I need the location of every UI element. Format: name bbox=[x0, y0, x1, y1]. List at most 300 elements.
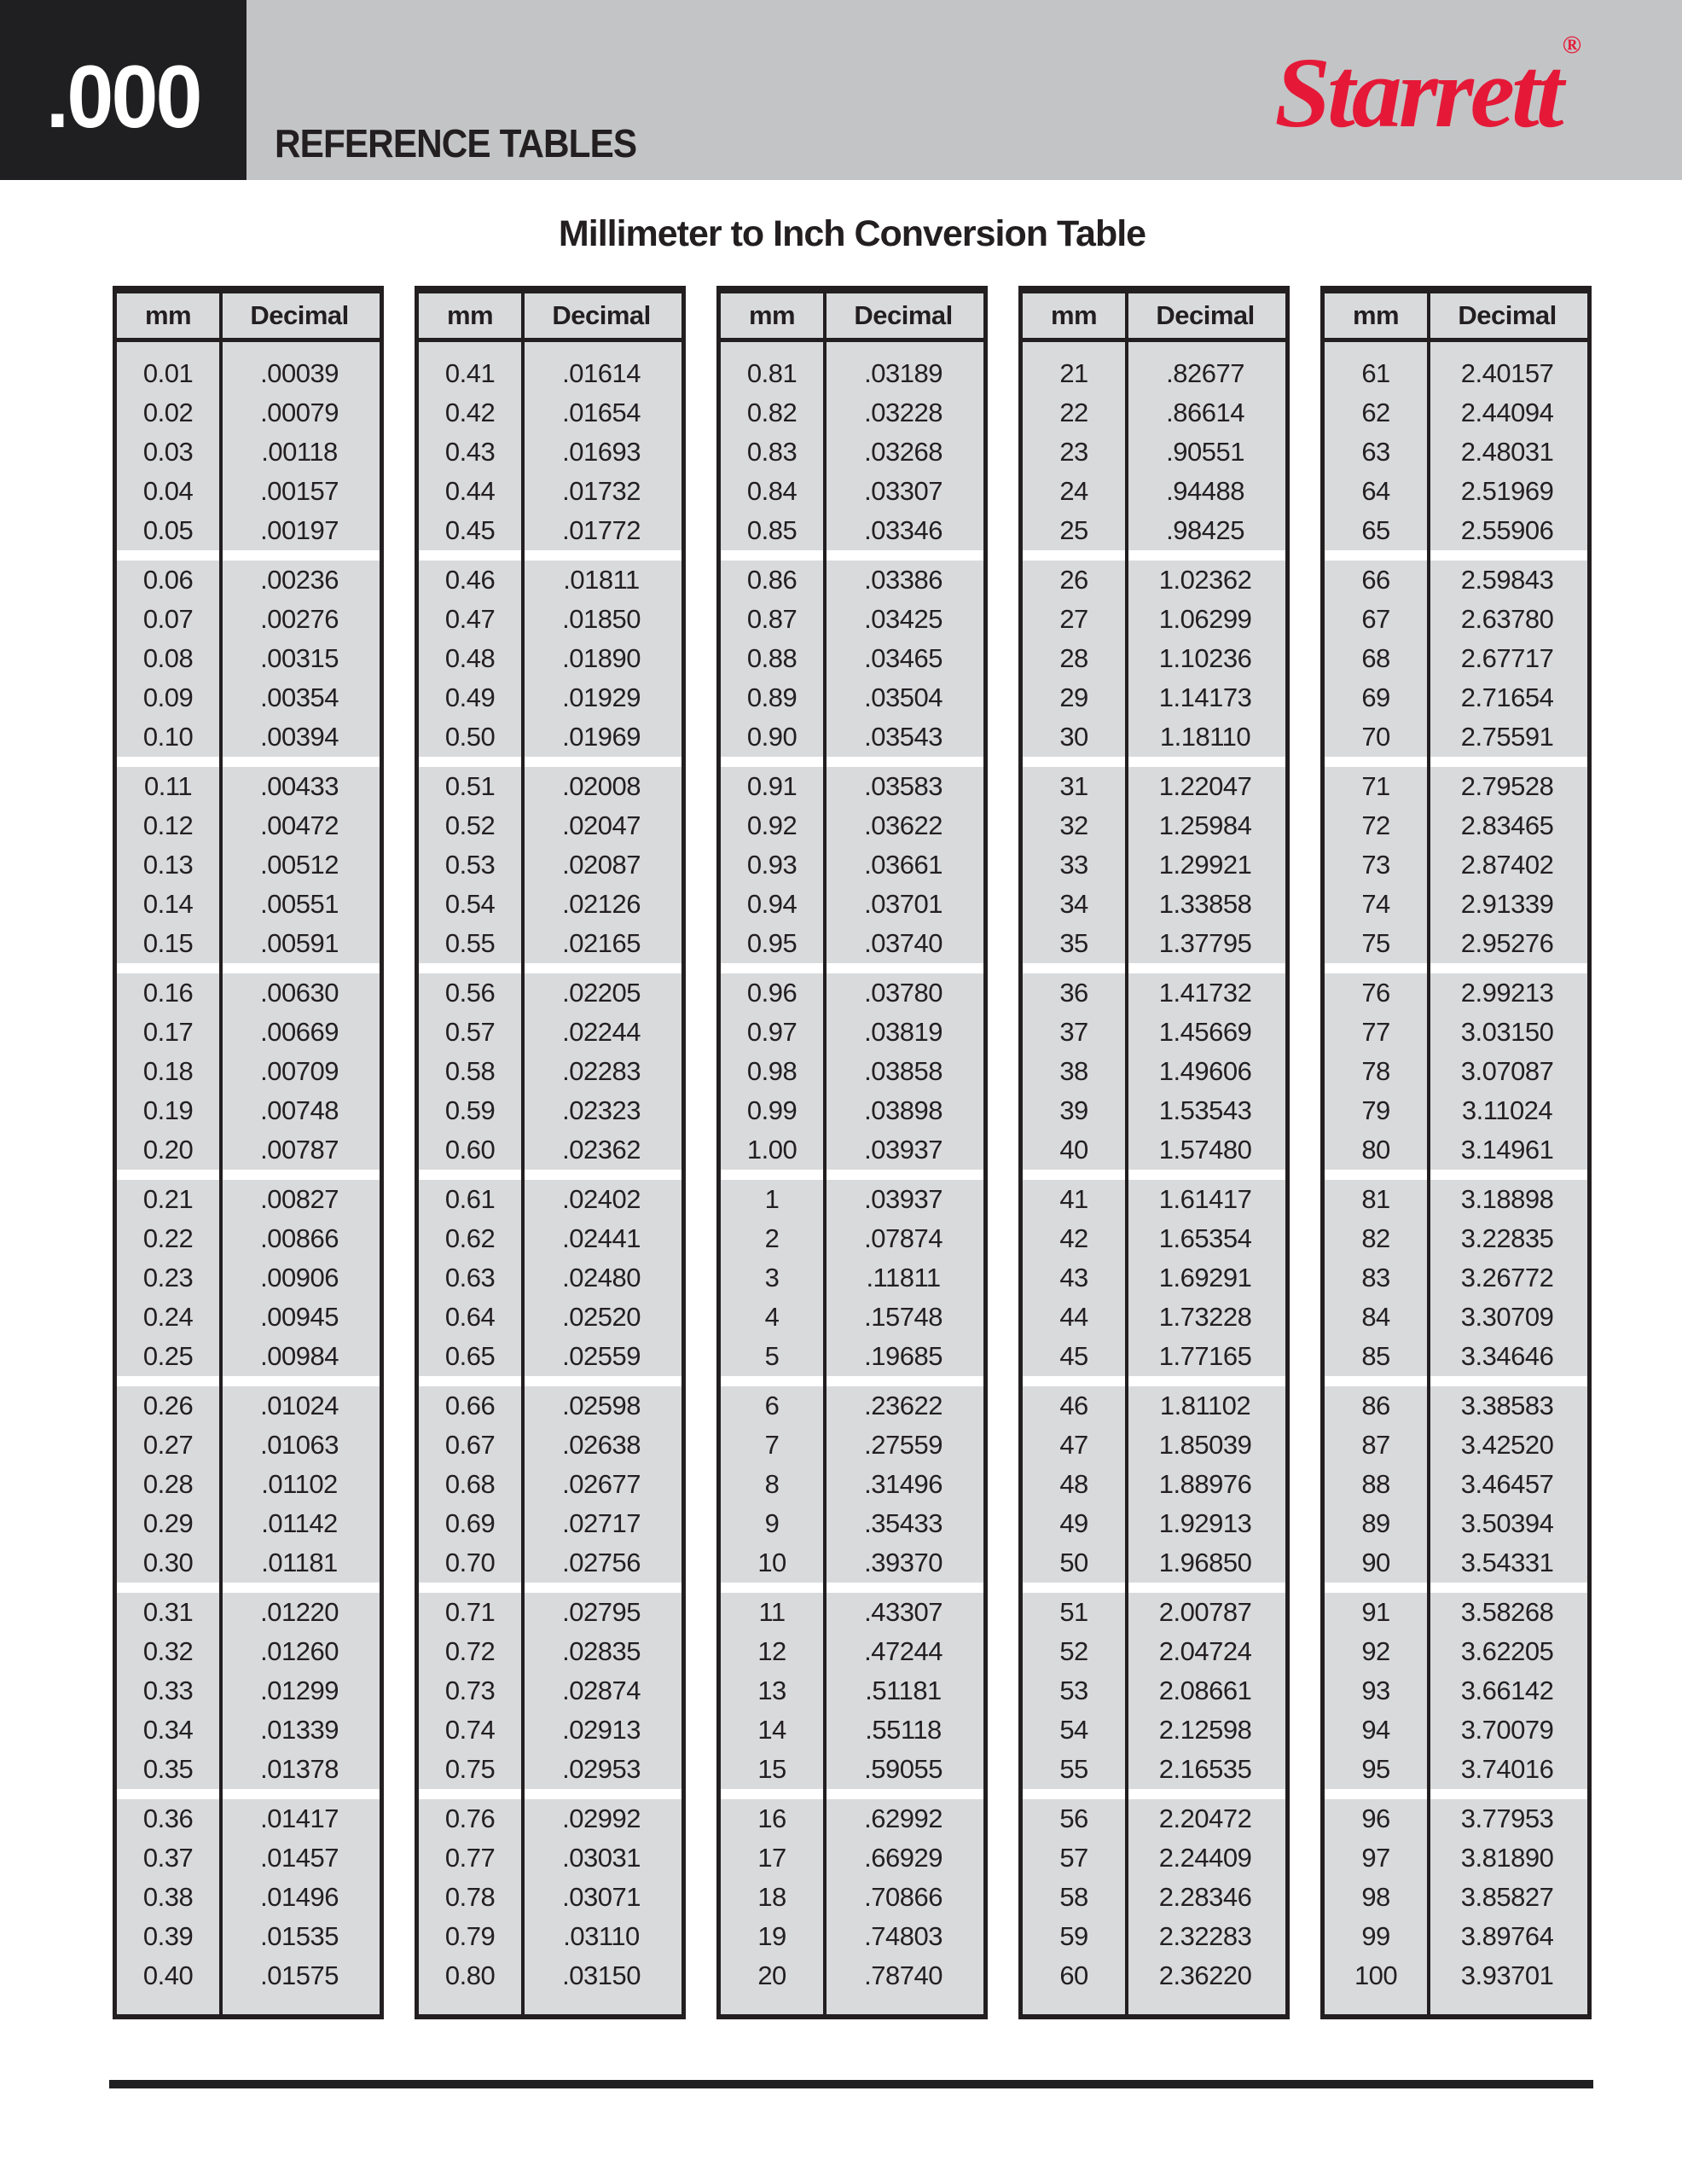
table-row bbox=[419, 561, 682, 600]
mm-cell: 6 bbox=[764, 1391, 780, 1420]
mm-cell: 0.60 bbox=[444, 1135, 496, 1165]
conversion-table-title: Millimeter to Inch Conversion Table bbox=[558, 213, 1146, 254]
decimal-cell: .03898 bbox=[864, 1095, 942, 1125]
table-row bbox=[1023, 1671, 1285, 1711]
mm-cell: 13 bbox=[757, 1676, 786, 1705]
table-row bbox=[1023, 1386, 1285, 1426]
row-group bbox=[117, 1799, 380, 2014]
mm-cell: 0.27 bbox=[142, 1430, 194, 1460]
table-row bbox=[1325, 845, 1587, 885]
table-row bbox=[1023, 1298, 1285, 1337]
mm-cell: 89 bbox=[1361, 1508, 1390, 1538]
mm-cell: 0.90 bbox=[746, 722, 798, 752]
table-row bbox=[117, 561, 380, 600]
mm-cell: 0.71 bbox=[444, 1597, 496, 1627]
table-row bbox=[117, 1917, 380, 1956]
decimal-cell: .55118 bbox=[865, 1715, 942, 1745]
table-row bbox=[117, 354, 380, 393]
decimal-cell: .02638 bbox=[562, 1430, 641, 1460]
row-group bbox=[1023, 1180, 1285, 1376]
mm-cell: 0.68 bbox=[444, 1469, 496, 1499]
decimal-cell: .03622 bbox=[864, 810, 942, 840]
table-row bbox=[117, 973, 380, 1013]
decimal-cell: .78740 bbox=[864, 1960, 942, 1990]
mm-cell: 0.51 bbox=[444, 771, 496, 801]
decimal-cell: 2.00787 bbox=[1158, 1597, 1252, 1627]
row-group bbox=[117, 342, 380, 550]
table-row bbox=[1023, 845, 1285, 885]
table-row bbox=[117, 1130, 380, 1170]
decimal-cell: .01811 bbox=[563, 565, 640, 595]
decimal-cell: 1.25984 bbox=[1158, 810, 1252, 840]
table-row bbox=[1023, 924, 1285, 963]
row-group bbox=[721, 1593, 983, 1789]
decimal-cell: .03268 bbox=[864, 437, 942, 467]
decimal-cell: .03307 bbox=[864, 476, 942, 506]
mm-cell: 87 bbox=[1361, 1430, 1390, 1460]
table-row bbox=[1023, 1180, 1285, 1219]
table-row bbox=[1023, 1258, 1285, 1298]
table-row bbox=[419, 1426, 682, 1465]
decimal-cell: 1.22047 bbox=[1158, 771, 1252, 801]
table-row bbox=[721, 393, 983, 433]
decimal-cell: .70866 bbox=[864, 1882, 942, 1912]
mm-cell: 55 bbox=[1059, 1754, 1088, 1784]
table-row bbox=[419, 1632, 682, 1671]
decimal-cell: 2.08661 bbox=[1158, 1676, 1252, 1705]
decimal-cell: 1.69291 bbox=[1158, 1263, 1252, 1292]
table-row bbox=[721, 678, 983, 717]
mm-cell: 18 bbox=[757, 1882, 786, 1912]
mm-cell: 31 bbox=[1059, 771, 1088, 801]
decimal-cell: 3.26772 bbox=[1460, 1263, 1554, 1292]
decimal-cell: .03346 bbox=[864, 515, 942, 545]
mm-cell: 26 bbox=[1059, 565, 1088, 595]
mm-cell: 0.94 bbox=[746, 889, 798, 919]
decimal-cell: 3.81890 bbox=[1460, 1843, 1554, 1873]
table-body bbox=[117, 342, 380, 2014]
mm-cell: 7 bbox=[764, 1430, 780, 1460]
decimal-cell: 2.63780 bbox=[1460, 604, 1554, 634]
mm-cell: 0.01 bbox=[142, 358, 194, 388]
mm-cell: 0.67 bbox=[444, 1430, 496, 1460]
table-row bbox=[1325, 717, 1587, 757]
mm-cell: 0.86 bbox=[746, 565, 798, 595]
table-row bbox=[1325, 1013, 1587, 1052]
decimal-cell: 3.30709 bbox=[1460, 1302, 1554, 1332]
table-row bbox=[1023, 678, 1285, 717]
decimal-cell: .03031 bbox=[562, 1843, 641, 1873]
table-row bbox=[1325, 1219, 1587, 1258]
decimal-cell: .03228 bbox=[864, 398, 942, 427]
table-row bbox=[419, 1219, 682, 1258]
mm-cell: 0.16 bbox=[142, 978, 194, 1008]
decimal-cell: .00157 bbox=[260, 476, 339, 506]
conversion-table bbox=[1320, 286, 1592, 2019]
decimal-cell: .31496 bbox=[864, 1469, 942, 1499]
decimal-cell: .00315 bbox=[260, 643, 339, 673]
table-header-row bbox=[117, 293, 380, 342]
table-row bbox=[117, 924, 380, 963]
mm-cell: 32 bbox=[1059, 810, 1088, 840]
column-header-decimal: Decimal bbox=[854, 300, 953, 330]
mm-cell: 25 bbox=[1059, 515, 1088, 545]
table-row bbox=[1325, 885, 1587, 924]
mm-cell: 0.15 bbox=[142, 928, 194, 958]
table-row bbox=[721, 973, 983, 1013]
decimal-cell: .00354 bbox=[260, 682, 339, 712]
decimal-cell: .02441 bbox=[562, 1223, 641, 1253]
decimal-cell: .03583 bbox=[864, 771, 942, 801]
row-group bbox=[117, 767, 380, 963]
mm-cell: 96 bbox=[1361, 1804, 1390, 1833]
decimal-cell: .02874 bbox=[562, 1676, 641, 1705]
mm-cell: 10 bbox=[757, 1548, 786, 1577]
mm-cell: 0.80 bbox=[444, 1960, 496, 1990]
decimal-cell: .03110 bbox=[563, 1921, 640, 1951]
decimal-cell: .02244 bbox=[562, 1017, 641, 1047]
mm-cell: 45 bbox=[1059, 1341, 1088, 1371]
mm-cell: 0.42 bbox=[444, 398, 496, 427]
table-row bbox=[1023, 472, 1285, 511]
table-row bbox=[1325, 806, 1587, 845]
mm-cell: 0.12 bbox=[142, 810, 194, 840]
table-row bbox=[117, 1426, 380, 1465]
decimal-cell: .02559 bbox=[562, 1341, 641, 1371]
mm-cell: 0.07 bbox=[142, 604, 194, 634]
decimal-cell: .02677 bbox=[562, 1469, 641, 1499]
table-row bbox=[1023, 717, 1285, 757]
table-row bbox=[117, 806, 380, 845]
table-row bbox=[117, 1878, 380, 1917]
row-group bbox=[419, 973, 682, 1170]
mm-cell: 20 bbox=[757, 1960, 786, 1990]
decimal-cell: .02953 bbox=[562, 1754, 641, 1784]
mm-cell: 0.95 bbox=[746, 928, 798, 958]
table-row bbox=[721, 1750, 983, 1789]
decimal-cell: .02756 bbox=[562, 1548, 641, 1577]
mm-cell: 8 bbox=[764, 1469, 780, 1499]
decimal-cell: 1.73228 bbox=[1158, 1302, 1252, 1332]
mm-cell: 0.24 bbox=[142, 1302, 194, 1332]
table-row bbox=[721, 806, 983, 845]
product-badge bbox=[0, 0, 246, 180]
row-group bbox=[419, 1386, 682, 1583]
decimal-cell: 2.04724 bbox=[1158, 1636, 1252, 1666]
decimal-cell: 3.07087 bbox=[1460, 1056, 1554, 1086]
table-row bbox=[117, 433, 380, 472]
table-row bbox=[117, 1593, 380, 1632]
mm-cell: 0.34 bbox=[142, 1715, 194, 1745]
mm-cell: 62 bbox=[1361, 398, 1390, 427]
decimal-cell: .00591 bbox=[260, 928, 339, 958]
mm-cell: 29 bbox=[1059, 682, 1088, 712]
table-row bbox=[419, 1386, 682, 1426]
table-row bbox=[419, 1337, 682, 1376]
mm-cell: 0.28 bbox=[142, 1469, 194, 1499]
mm-cell: 0.89 bbox=[746, 682, 798, 712]
mm-cell: 1 bbox=[764, 1184, 780, 1214]
decimal-cell: 2.20472 bbox=[1158, 1804, 1252, 1833]
decimal-cell: 2.87402 bbox=[1460, 850, 1554, 880]
decimal-cell: 2.55906 bbox=[1460, 515, 1554, 545]
table-row bbox=[721, 1013, 983, 1052]
decimal-cell: .00866 bbox=[260, 1223, 339, 1253]
mm-cell: 0.41 bbox=[444, 358, 496, 388]
mm-cell: 0.99 bbox=[746, 1095, 798, 1125]
row-group bbox=[1023, 561, 1285, 757]
table-row bbox=[1325, 472, 1587, 511]
row-group bbox=[1023, 1799, 1285, 2014]
mm-cell: 51 bbox=[1059, 1597, 1088, 1627]
decimal-cell: .01496 bbox=[260, 1882, 339, 1912]
table-row bbox=[1023, 1838, 1285, 1878]
mm-cell: 0.08 bbox=[142, 643, 194, 673]
table-row bbox=[1023, 1799, 1285, 1838]
column-header-mm: mm bbox=[1352, 300, 1400, 330]
table-row bbox=[117, 845, 380, 885]
decimal-cell: .66929 bbox=[864, 1843, 942, 1873]
decimal-cell: 2.16535 bbox=[1158, 1754, 1252, 1784]
decimal-cell: .02913 bbox=[562, 1715, 641, 1745]
mm-cell: 0.98 bbox=[746, 1056, 798, 1086]
mm-cell: 75 bbox=[1361, 928, 1390, 958]
mm-cell: 28 bbox=[1059, 643, 1088, 673]
table-row bbox=[419, 1504, 682, 1543]
mm-cell: 17 bbox=[757, 1843, 786, 1873]
mm-cell: 0.83 bbox=[746, 437, 798, 467]
decimal-cell: .90551 bbox=[1166, 437, 1244, 467]
mm-cell: 0.92 bbox=[746, 810, 798, 840]
mm-cell: 0.74 bbox=[444, 1715, 496, 1745]
decimal-cell: 3.38583 bbox=[1460, 1391, 1554, 1420]
table-body bbox=[419, 342, 682, 2014]
mm-cell: 64 bbox=[1361, 476, 1390, 506]
mm-cell: 95 bbox=[1361, 1754, 1390, 1784]
table-row bbox=[117, 472, 380, 511]
table-row bbox=[721, 1711, 983, 1750]
mm-cell: 23 bbox=[1059, 437, 1088, 467]
mm-cell: 84 bbox=[1361, 1302, 1390, 1332]
decimal-cell: .01378 bbox=[260, 1754, 339, 1784]
table-row bbox=[1023, 1052, 1285, 1091]
mm-cell: 0.43 bbox=[444, 437, 496, 467]
decimal-cell: .01654 bbox=[562, 398, 641, 427]
mm-cell: 0.06 bbox=[142, 565, 194, 595]
decimal-cell: .00827 bbox=[260, 1184, 339, 1214]
row-group bbox=[1325, 1799, 1587, 2014]
decimal-cell: .02520 bbox=[562, 1302, 641, 1332]
table-row bbox=[721, 1298, 983, 1337]
table-row bbox=[419, 717, 682, 757]
mm-cell: 0.57 bbox=[444, 1017, 496, 1047]
table-row bbox=[1325, 1091, 1587, 1130]
decimal-cell: .01142 bbox=[261, 1508, 338, 1538]
row-group bbox=[1325, 1180, 1587, 1376]
row-group bbox=[721, 767, 983, 963]
table-row bbox=[1023, 1956, 1285, 1995]
decimal-cell: .39370 bbox=[864, 1548, 942, 1577]
table-row bbox=[1325, 1838, 1587, 1878]
decimal-cell: 2.95276 bbox=[1460, 928, 1554, 958]
mm-cell: 0.47 bbox=[444, 604, 496, 634]
decimal-cell: .82677 bbox=[1166, 358, 1244, 388]
decimal-cell: .00118 bbox=[261, 437, 338, 467]
mm-cell: 0.25 bbox=[142, 1341, 194, 1371]
mm-cell: 15 bbox=[757, 1754, 786, 1784]
mm-cell: 0.70 bbox=[444, 1548, 496, 1577]
decimal-cell: 1.33858 bbox=[1158, 889, 1252, 919]
decimal-cell: 2.24409 bbox=[1158, 1843, 1252, 1873]
mm-cell: 0.33 bbox=[142, 1676, 194, 1705]
table-row bbox=[1023, 1465, 1285, 1504]
row-group bbox=[1023, 973, 1285, 1170]
table-row bbox=[419, 845, 682, 885]
table-row bbox=[721, 639, 983, 678]
decimal-cell: .02323 bbox=[562, 1095, 641, 1125]
table-row bbox=[1325, 1543, 1587, 1583]
table-row bbox=[117, 678, 380, 717]
decimal-cell: .02717 bbox=[562, 1508, 641, 1538]
decimal-cell: 1.37795 bbox=[1158, 928, 1252, 958]
table-row bbox=[721, 1632, 983, 1671]
decimal-cell: .01024 bbox=[260, 1391, 339, 1420]
table-row bbox=[419, 924, 682, 963]
table-row bbox=[1023, 767, 1285, 806]
table-row bbox=[419, 767, 682, 806]
decimal-cell: 1.88976 bbox=[1158, 1469, 1252, 1499]
bottom-rule bbox=[109, 2080, 1593, 2088]
mm-cell: 48 bbox=[1059, 1469, 1088, 1499]
table-header-row bbox=[1023, 293, 1285, 342]
mm-cell: 0.11 bbox=[144, 771, 193, 801]
decimal-cell: 3.14961 bbox=[1460, 1135, 1554, 1165]
decimal-cell: .01969 bbox=[562, 722, 641, 752]
mm-cell: 0.46 bbox=[444, 565, 496, 595]
mm-cell: 74 bbox=[1361, 889, 1390, 919]
table-row bbox=[721, 433, 983, 472]
row-group bbox=[117, 973, 380, 1170]
table-row bbox=[419, 1956, 682, 1995]
table-row bbox=[721, 845, 983, 885]
decimal-cell: .01260 bbox=[260, 1636, 339, 1666]
decimal-cell: .00984 bbox=[260, 1341, 339, 1371]
decimal-cell: 1.06299 bbox=[1158, 604, 1252, 634]
table-row bbox=[721, 1671, 983, 1711]
mm-cell: 0.55 bbox=[444, 928, 496, 958]
mm-cell: 56 bbox=[1059, 1804, 1088, 1833]
table-row bbox=[721, 354, 983, 393]
mm-cell: 54 bbox=[1059, 1715, 1088, 1745]
mm-cell: 71 bbox=[1361, 771, 1390, 801]
table-row bbox=[419, 1711, 682, 1750]
mm-cell: 0.54 bbox=[444, 889, 496, 919]
decimal-cell: 1.45669 bbox=[1158, 1017, 1252, 1047]
table-row bbox=[117, 1543, 380, 1583]
mm-cell: 0.52 bbox=[444, 810, 496, 840]
table-row bbox=[721, 600, 983, 639]
decimal-cell: 3.74016 bbox=[1460, 1754, 1554, 1784]
table-row bbox=[419, 806, 682, 845]
decimal-cell: .02362 bbox=[562, 1135, 641, 1165]
row-group bbox=[1023, 1593, 1285, 1789]
decimal-cell: .62992 bbox=[864, 1804, 942, 1833]
table-row bbox=[1023, 1711, 1285, 1750]
table-row bbox=[1325, 393, 1587, 433]
table-row bbox=[117, 1258, 380, 1298]
table-row bbox=[721, 1258, 983, 1298]
decimal-cell: .47244 bbox=[864, 1636, 942, 1666]
mm-cell: 99 bbox=[1361, 1921, 1390, 1951]
decimal-cell: .00276 bbox=[260, 604, 339, 634]
decimal-cell: .02008 bbox=[562, 771, 641, 801]
mm-cell: 0.88 bbox=[746, 643, 798, 673]
row-group bbox=[117, 1386, 380, 1583]
decimal-cell: 2.71654 bbox=[1460, 682, 1554, 712]
mm-cell: 0.69 bbox=[444, 1508, 496, 1538]
decimal-cell: .02992 bbox=[562, 1804, 641, 1833]
decimal-cell: .86614 bbox=[1166, 398, 1244, 427]
table-row bbox=[1325, 1632, 1587, 1671]
table-row bbox=[117, 1386, 380, 1426]
mm-cell: 98 bbox=[1361, 1882, 1390, 1912]
table-row bbox=[1325, 767, 1587, 806]
decimal-cell: .19685 bbox=[864, 1341, 942, 1371]
conversion-table bbox=[1018, 286, 1290, 2019]
mm-cell: 0.44 bbox=[444, 476, 496, 506]
column-header-mm: mm bbox=[446, 300, 494, 330]
decimal-cell: 1.81102 bbox=[1159, 1391, 1251, 1420]
table-row bbox=[117, 885, 380, 924]
decimal-cell: .00433 bbox=[260, 771, 339, 801]
table-row bbox=[419, 1130, 682, 1170]
mm-cell: 70 bbox=[1361, 722, 1390, 752]
decimal-cell: 1.77165 bbox=[1158, 1341, 1252, 1371]
table-row bbox=[721, 1593, 983, 1632]
mm-cell: 0.26 bbox=[142, 1391, 194, 1420]
mm-cell: 44 bbox=[1059, 1302, 1088, 1332]
decimal-cell: 3.58268 bbox=[1460, 1597, 1554, 1627]
decimal-cell: .00551 bbox=[260, 889, 339, 919]
table-row bbox=[419, 1465, 682, 1504]
decimal-cell: 3.18898 bbox=[1460, 1184, 1554, 1214]
decimal-cell: 1.65354 bbox=[1158, 1223, 1252, 1253]
mm-cell: 30 bbox=[1059, 722, 1088, 752]
mm-cell: 0.17 bbox=[142, 1017, 194, 1047]
column-header-mm: mm bbox=[1050, 300, 1098, 330]
mm-cell: 0.13 bbox=[142, 850, 194, 880]
table-row bbox=[117, 511, 380, 550]
decimal-cell: .03780 bbox=[864, 978, 942, 1008]
table-row bbox=[1023, 433, 1285, 472]
mm-cell: 37 bbox=[1059, 1017, 1088, 1047]
decimal-cell: .01732 bbox=[562, 476, 641, 506]
decimal-cell: .03740 bbox=[864, 928, 942, 958]
table-row bbox=[1325, 1258, 1587, 1298]
row-group bbox=[1023, 767, 1285, 963]
row-group bbox=[721, 561, 983, 757]
table-row bbox=[1023, 354, 1285, 393]
mm-cell: 100 bbox=[1354, 1960, 1398, 1990]
mm-cell: 40 bbox=[1059, 1135, 1088, 1165]
decimal-cell: .01181 bbox=[261, 1548, 338, 1577]
mm-cell: 85 bbox=[1361, 1341, 1390, 1371]
decimal-cell: .02165 bbox=[562, 928, 641, 958]
table-row bbox=[1325, 1711, 1587, 1750]
mm-cell: 0.96 bbox=[746, 978, 798, 1008]
mm-cell: 57 bbox=[1059, 1843, 1088, 1873]
mm-cell: 0.21 bbox=[142, 1184, 194, 1214]
